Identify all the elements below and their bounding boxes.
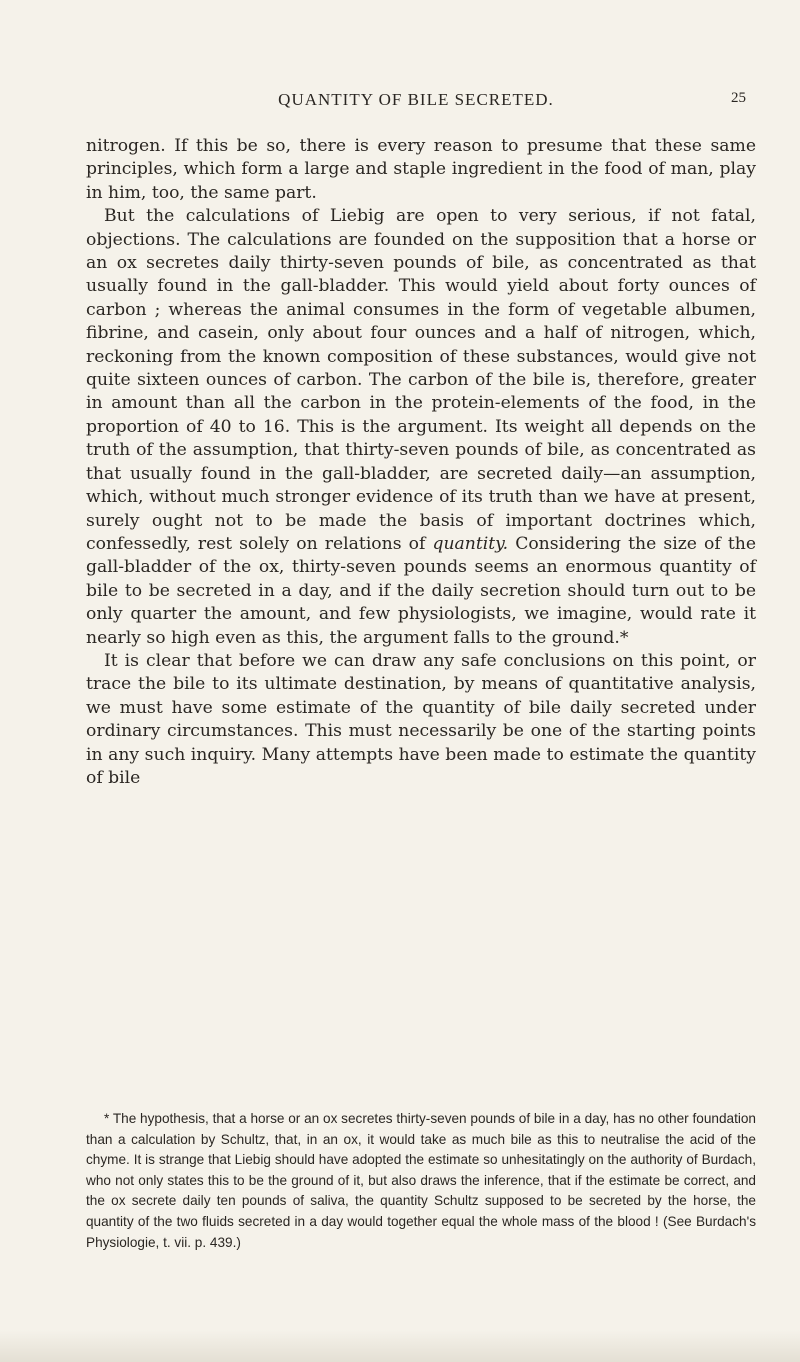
body-text: [86, 135, 756, 790]
running-head: [86, 90, 746, 112]
paragraph-quantity-estimate: It is clear that before we can draw any safe conclusions on this point, or trace the bile to its ultimate destination, by means of quantitative analysis, we must have some estimate of the quantity of bile daily secreted under ordinary circumstances. This must necessarily be one of the starting points in any such inquiry. Many attempts have been made to estimate the quantity of bile: [86, 650, 756, 788]
paragraph-text: But the calculations of Liebig are open to very serious, if not fatal, objections. The calculations are founded on the supposition that a horse or an ox secretes daily thirty-seven pounds of bile, as concentrated as that usually found in the gall-bladder. This would yield about forty ounces of carbon ; whereas the animal consumes in the form of vegetable albumen, fibrine, and casein, only about four ounces and a half of nitrogen, which, reckoning from the known composition of these substances, would give not quite sixteen ounces of carbon. The carbon of the bile is, therefore, greater in amount than all the carbon in the protein-elements of the food, in the proportion of 40 to 16. This is the argument. Its weight all depends on the truth of the assumption, that thirty-seven pounds of bile, as concentrated as that usually found in the gall-bladder, are secreted daily—an assumption, which, without much stronger evidence of its truth than we have at present, surely ought not to be made the basis of important doctrines which, confessedly, rest solely on relations of: [86, 206, 756, 554]
paragraph-text-continued: Considering the size of the gall-bladder of the ox, thirty-seven pounds seems an enormous quantity of bile to be secreted in a day, and if the daily secretion should turn out to be only quarter the amount, and few physiologists, we imagine, would rate it nearly so high even as this, the argument falls to the ground.*: [86, 533, 757, 648]
paragraph-liebig-objections: [86, 205, 756, 650]
page-edge-shadow: [0, 1330, 800, 1362]
italic-emphasis: quantity.: [432, 533, 509, 554]
page-number: 25: [731, 90, 746, 106]
paragraph-continued: nitrogen. If this be so, there is every reason to presume that these same principles, which form a large and staple ingredient in the food of man, play in him, too, the same part.: [86, 136, 756, 203]
footnote: [86, 1109, 756, 1253]
running-title: QUANTITY OF BILE SECRETED.: [278, 90, 554, 109]
footnote-text: * The hypothesis, that a horse or an ox secretes thirty-seven pounds of bile in a day, has no other foundation than a calculation by Schultz, that, in an ox, it would take as much bile as this to neutralise the acid of the chyme. It is strange that Liebig should have adopted the estimate so unhesitatingly on the authority of Burdach, who not only states this to be the ground of it, but also draws the inference, that if the estimate be correct, and the ox secrete daily ten pounds of saliva, the quantity Schultz supposed to be secreted by the horse, the quantity of the two fluids secreted in a day would together equal the whole mass of the blood ! (See Burdach's Physiologie, t. vii. p. 439.): [86, 1111, 756, 1250]
